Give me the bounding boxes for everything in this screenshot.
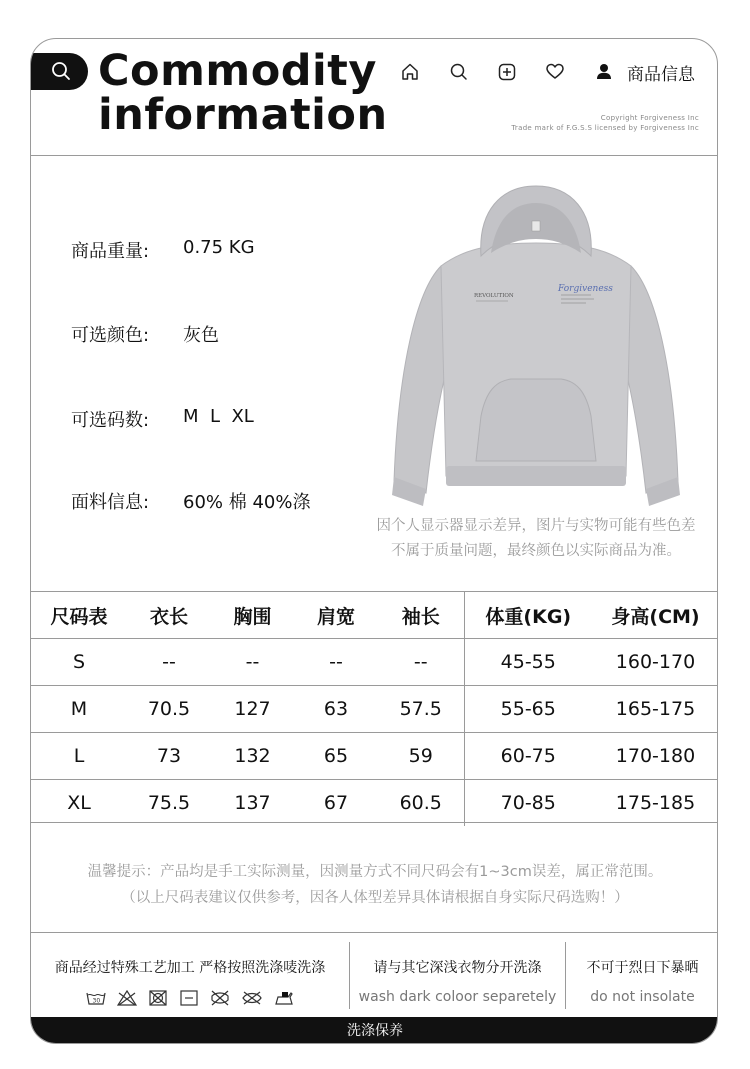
color-disclaimer (351, 514, 718, 564)
print-left: REVOLUTION (474, 293, 514, 299)
title-line-2: information (98, 90, 388, 140)
header-size: 尺码表 (50, 605, 108, 628)
search-icon (51, 61, 71, 81)
no-tumble-dry-icon (148, 989, 168, 1007)
header-weight: 体重(KG) (464, 592, 592, 639)
note-line-2: （以上尺码表建议仅供参考，因各人体型差异具体请根据自身实际尺码选购！） (121, 890, 629, 906)
cell-chest: -- (211, 639, 294, 686)
cell-shoulder: 63 (294, 686, 378, 733)
cell-sleeve: -- (378, 639, 464, 686)
user-icon[interactable] (594, 61, 614, 83)
cell-length: 70.5 (127, 686, 211, 733)
no-wring-icon (210, 989, 230, 1007)
dry-flat-icon (179, 989, 199, 1007)
cell-height: 165-175 (592, 686, 718, 733)
cell-size: M (31, 686, 127, 733)
cell-shoulder: 65 (294, 733, 378, 780)
care-title: 商品经过特殊工艺加工 严格按照洗涤唛洗涤 (54, 960, 326, 976)
title-line-1: Commodity (98, 46, 377, 96)
care-separate-title: 请与其它深浅衣物分开洗涤 (373, 960, 542, 976)
spec-label-weight: 商品重量: (71, 241, 150, 262)
cell-size: XL (31, 780, 127, 827)
cell-height: 170-180 (592, 733, 718, 780)
note-line-1: 温馨提示：产品均是手工实际测量，因测量方式不同尺码会有1~3cm误差，属正常范围。 (87, 864, 663, 880)
care-sun-title: 不可于烈日下暴晒 (586, 960, 699, 976)
no-bleach-icon (117, 989, 137, 1007)
cell-chest: 127 (211, 686, 294, 733)
spec-value-weight: 0.75 KG (183, 237, 255, 258)
header-divider (31, 155, 717, 156)
product-info-card (30, 38, 718, 1044)
home-icon[interactable] (400, 61, 420, 83)
add-icon[interactable] (497, 61, 517, 83)
header-sleeve: 袖长 (401, 605, 440, 628)
measurement-note (31, 859, 718, 911)
table-row (31, 639, 718, 686)
spec-value-fabric: 60% 棉 40%涤 (183, 492, 311, 513)
cell-weight: 45-55 (464, 639, 592, 686)
cell-shoulder: 67 (294, 780, 378, 827)
table-row (31, 686, 718, 733)
cell-size: L (31, 733, 127, 780)
cell-length: 75.5 (127, 780, 211, 827)
copyright-text (511, 113, 699, 133)
care-sun-sub: do not insolate (590, 989, 695, 1005)
cell-weight: 70-85 (464, 780, 592, 827)
cell-height: 175-185 (592, 780, 718, 827)
svg-text:30: 30 (92, 997, 101, 1005)
spec-value-color: 灰色 (183, 325, 219, 346)
care-separate-sub: wash dark coloor separetely (358, 989, 557, 1005)
spec-value-sizes: M L XL (183, 406, 254, 427)
copyright-line-2: Trade mark of F.G.S.S licensed by Forgiveness Inc (511, 124, 699, 132)
cell-length: -- (127, 639, 211, 686)
spec-label-sizes: 可选码数: (71, 410, 150, 431)
search-nav-icon[interactable] (449, 61, 469, 83)
spec-label-color: 可选颜色: (71, 325, 150, 346)
copyright-line-1: Copyright Forgiveness Inc (600, 114, 699, 122)
cell-shoulder: -- (294, 639, 378, 686)
size-table-bottom-border (31, 822, 717, 823)
cell-chest: 137 (211, 780, 294, 827)
table-row (31, 780, 718, 827)
header-length: 衣长 (149, 605, 188, 628)
header-shoulder: 肩宽 (316, 605, 355, 628)
cell-weight: 60-75 (464, 733, 592, 780)
cell-sleeve: 60.5 (378, 780, 464, 827)
cell-height: 160-170 (592, 639, 718, 686)
cell-sleeve: 57.5 (378, 686, 464, 733)
nav-label-product-info[interactable]: 商品信息 (627, 65, 695, 85)
no-dry-clean-icon (241, 989, 263, 1007)
print-right: Forgiveness (558, 284, 613, 294)
cell-weight: 55-65 (464, 686, 592, 733)
spec-label-fabric: 面料信息: (71, 492, 150, 513)
size-table-header (31, 592, 718, 639)
search-button[interactable] (31, 53, 88, 90)
iron-icon (274, 989, 294, 1007)
cell-length: 73 (127, 733, 211, 780)
hand-wash-icon (86, 989, 106, 1007)
disclaimer-line-2: 不属于质量问题，最终颜色以实际商品为准。 (391, 543, 681, 559)
cell-size: S (31, 639, 127, 686)
care-footer: 洗涤保养 (31, 1017, 718, 1044)
care-icons (31, 989, 349, 1007)
table-row (31, 733, 718, 780)
header-chest: 胸围 (233, 605, 272, 628)
page-title (98, 46, 388, 140)
cell-sleeve: 59 (378, 733, 464, 780)
hoodie-image (386, 181, 686, 511)
cell-chest: 132 (211, 733, 294, 780)
disclaimer-line-1: 因个人显示器显示差异，图片与实物可能有些色差 (376, 518, 696, 534)
header-height: 身高(CM) (611, 605, 700, 628)
size-table (31, 592, 718, 826)
heart-icon[interactable] (545, 61, 565, 83)
